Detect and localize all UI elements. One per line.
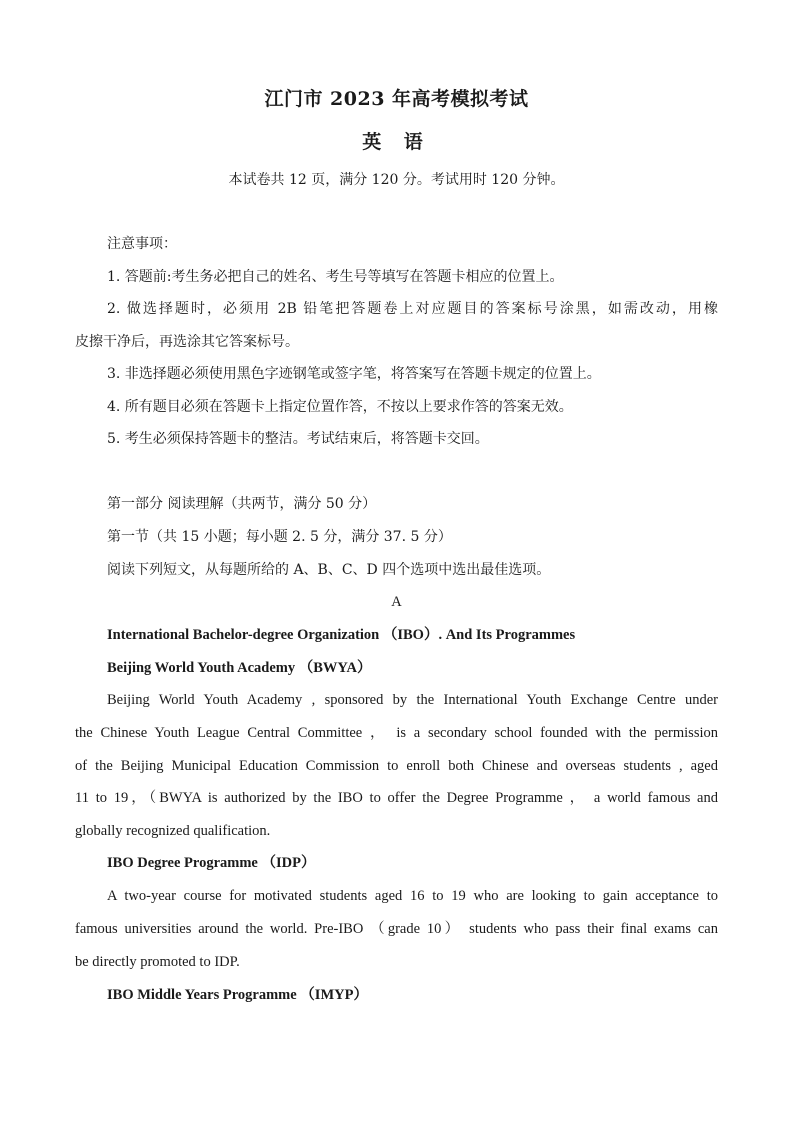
notice-heading: 注意事项：: [107, 236, 177, 252]
notice-item-continued: 皮擦干净后，再选涂其它答案标号。: [75, 334, 299, 350]
paragraph-line: the Chinese Youth League Central Committee ， is a secondary school founded with the permission: [75, 725, 718, 741]
idp-heading: IBO Degree Programme （IDP）: [107, 855, 316, 871]
reading-instruction: 阅读下列短文，从每题所给的 A、B、C、D 四个选项中选出最佳选项。: [107, 562, 551, 578]
paragraph-line: A two-year course for motivated students aged 16 to 19 who are looking to gain acceptance to: [107, 888, 718, 904]
notice-item: 2. 做选择题时，必须用 2B 铅笔把答题卷上对应题目的答案标号涂黑，如需改动，用橡: [107, 301, 718, 317]
imyp-heading: IBO Middle Years Programme （IMYP）: [107, 987, 368, 1003]
passage-letter: A: [391, 594, 402, 610]
exam-info: 本试卷共 12 页，满分 120 分。考试用时 120 分钟。: [228, 172, 565, 188]
paragraph-line: be directly promoted to IDP.: [75, 954, 240, 970]
notice-item: 5. 考生必须保持答题卡的整洁。考试结束后，将答题卡交回。: [107, 431, 489, 447]
exam-title: 江门市 2023 年高考模拟考试: [264, 88, 529, 110]
paragraph-line: Beijing World Youth Academy , sponsored by the International Youth Exchange Centre under: [107, 692, 718, 708]
exam-subject: 英 语: [362, 131, 431, 153]
notice-item: 1. 答题前:考生务必把自己的姓名、考生号等填写在答题卡相应的位置上。: [107, 269, 564, 285]
paragraph-line: 11 to 19，（BWYA is authorized by the IBO to offer the Degree Programme ， a world famous and: [75, 790, 718, 806]
paragraph-line: of the Beijing Municipal Education Commission to enroll both Chinese and overseas students , aged: [75, 758, 718, 774]
paragraph-line: globally recognized qualification.: [75, 823, 271, 839]
paragraph-line: famous universities around the world. Pre-IBO （grade 10） students who pass their final exams can: [75, 921, 718, 937]
part1-heading: 第一部分 阅读理解（共两节，满分 50 分）: [107, 496, 377, 512]
notice-item: 3. 非选择题必须使用黑色字迹钢笔或签字笔，将答案写在答题卡规定的位置上。: [107, 366, 601, 382]
section1-heading: 第一节（共 15 小题；每小题 2. 5 分，满分 37. 5 分）: [107, 529, 452, 545]
school-heading: Beijing World Youth Academy （BWYA）: [107, 660, 372, 676]
passage-title: International Bachelor-degree Organization （IBO）. And Its Programmes: [107, 627, 576, 643]
notice-item: 4. 所有题目必须在答题卡上指定位置作答，不按以上要求作答的答案无效。: [107, 399, 573, 415]
